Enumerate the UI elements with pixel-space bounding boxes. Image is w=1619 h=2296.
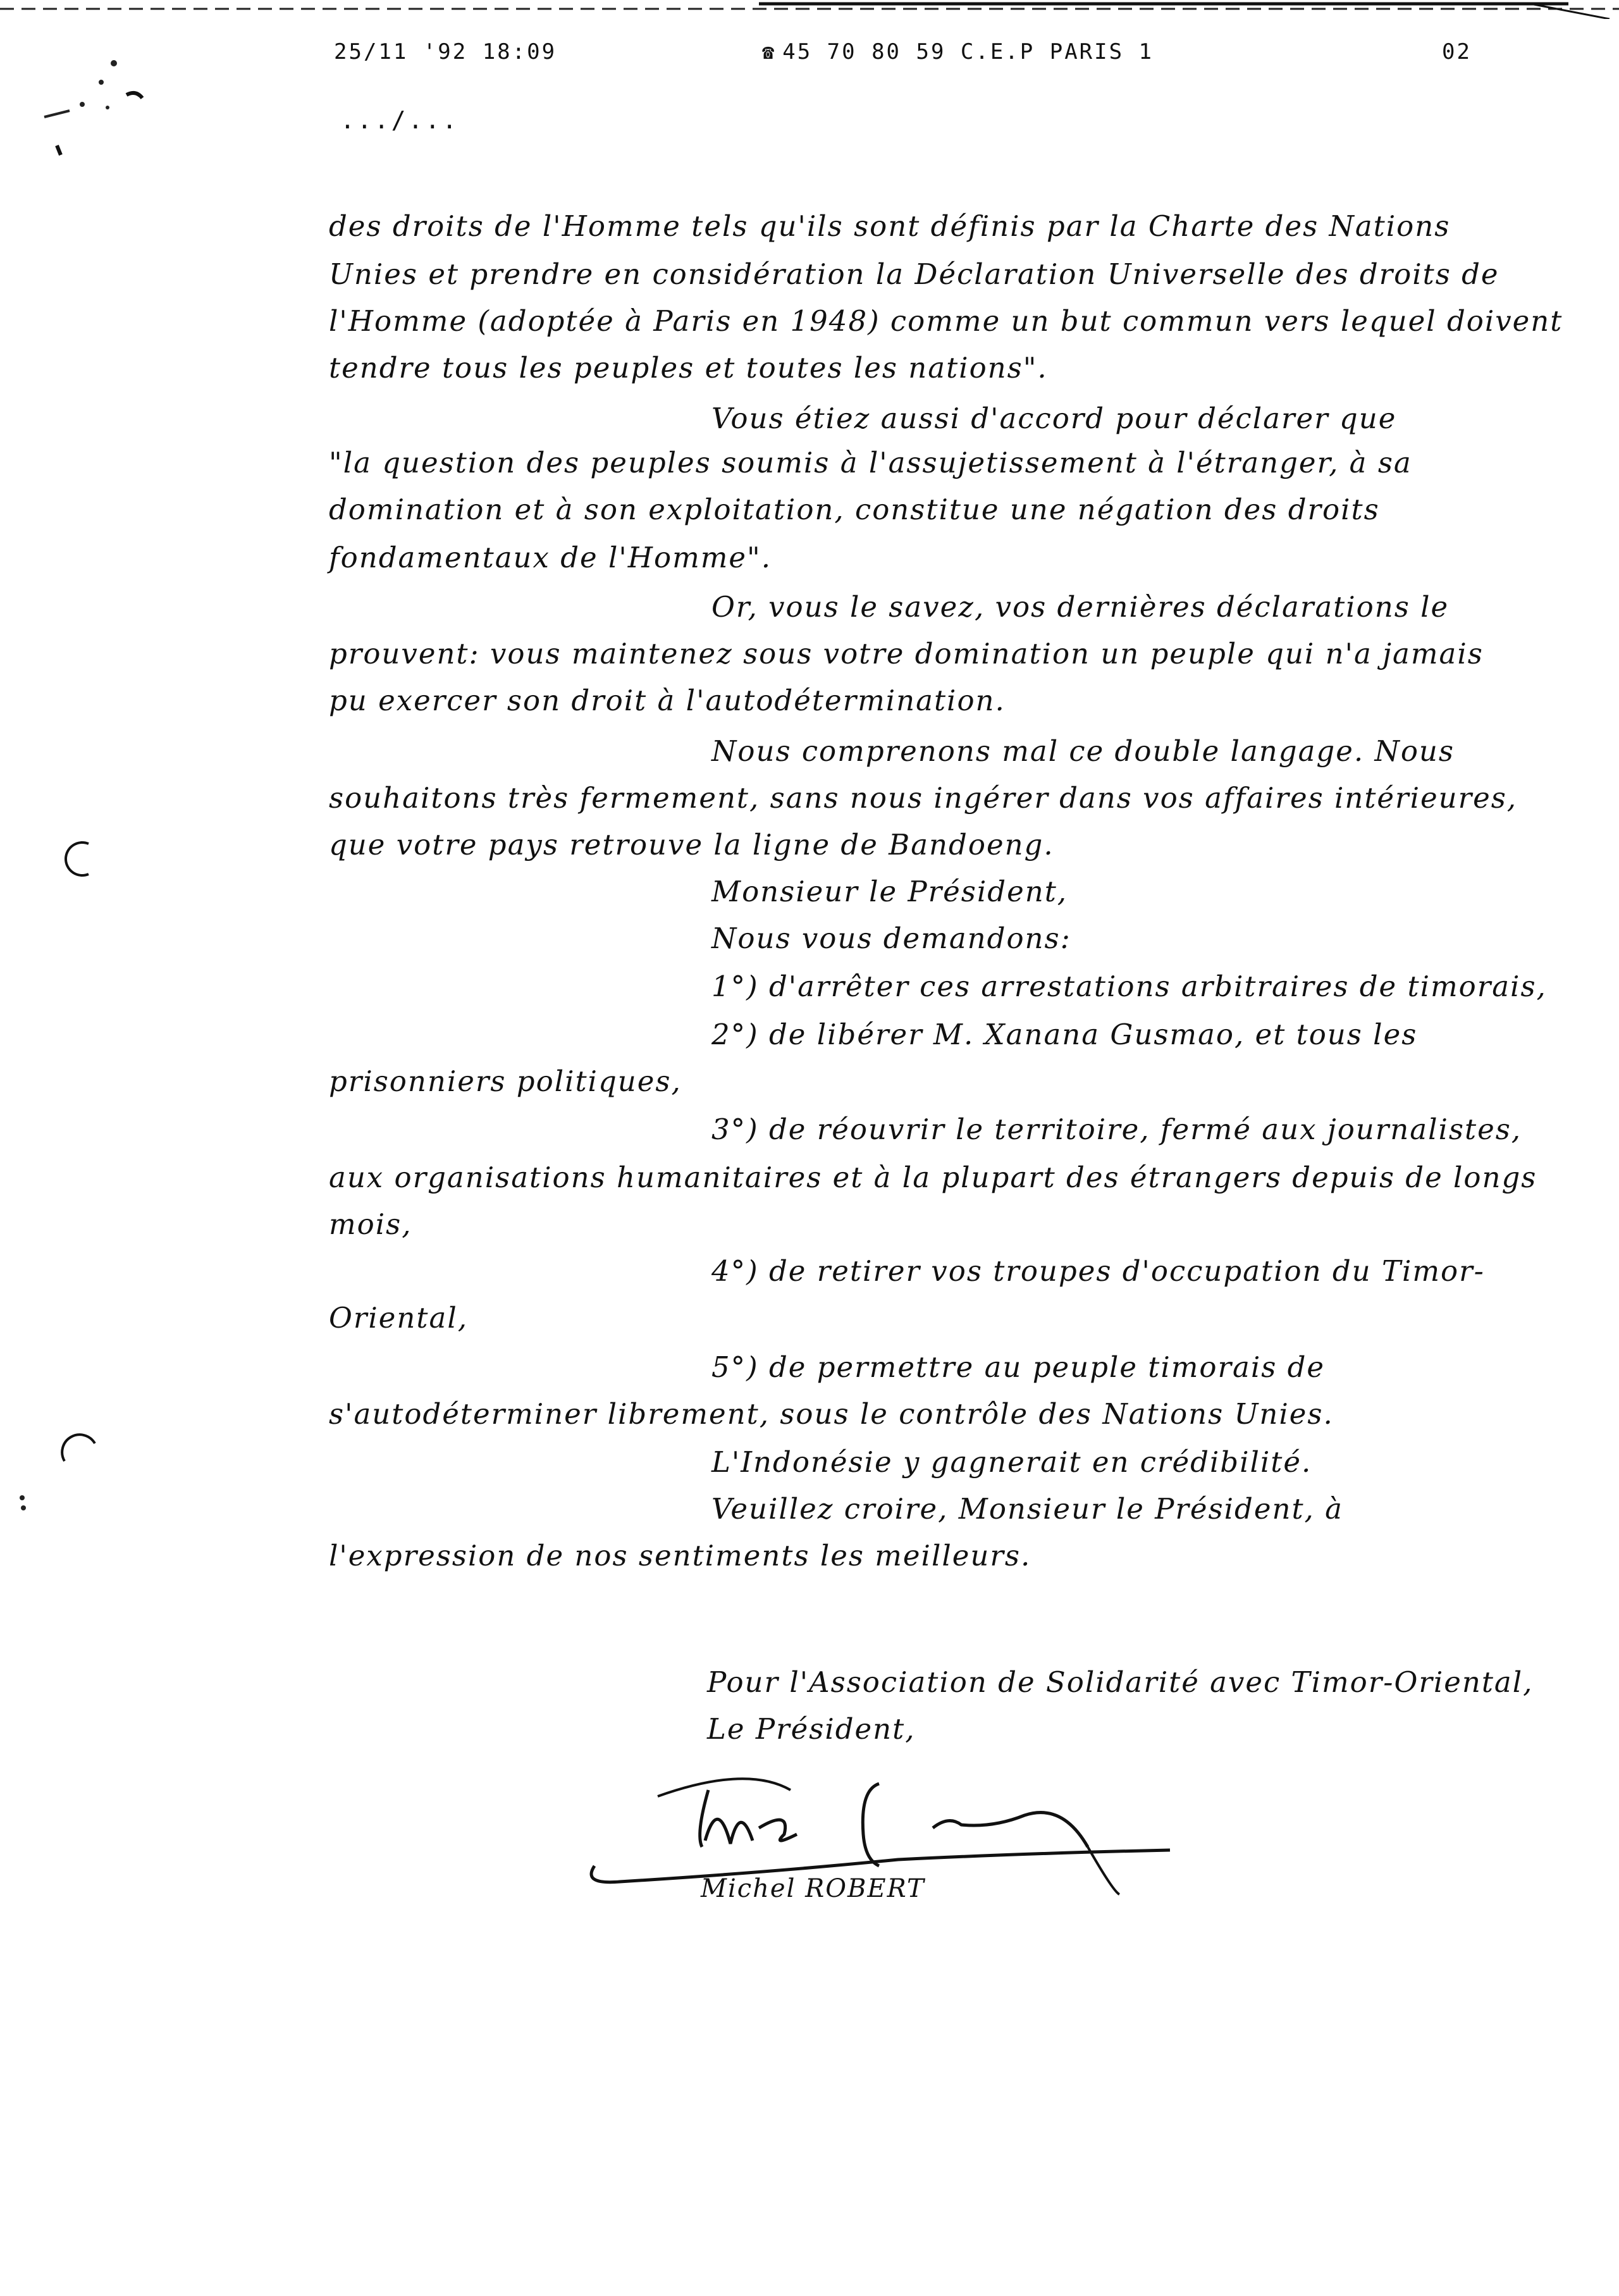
body-line: aux organisations humanitaires et à la plupart des étrangers depuis de longs	[329, 1161, 1537, 1194]
body-line: que votre pays retrouve la ligne de Bandoeng.	[329, 828, 1054, 861]
margin-specks	[32, 44, 158, 171]
signer-name: Michel ROBERT	[701, 1874, 925, 1903]
body-line: prisonniers politiques,	[329, 1065, 682, 1098]
body-line: Nous comprenons mal ce double langage. Nous	[711, 734, 1455, 768]
body-line: Unies et prendre en considération la Déclaration Universelle des droits de	[329, 257, 1499, 291]
body-line: 4°) de retirer vos troupes d'occupation du Timor-	[711, 1254, 1485, 1288]
body-line: fondamentaux de l'Homme".	[329, 541, 772, 574]
body-line: pu exercer son droit à l'autodétermination.	[329, 684, 1006, 717]
phone-icon: ☎	[762, 40, 777, 64]
body-line: 3°) de réouvrir le territoire, fermé aux journalistes,	[711, 1113, 1522, 1146]
hole-punch-bottom	[51, 1429, 101, 1480]
fax-date-time: 25/11 '92 18:09	[334, 39, 557, 65]
body-line: Or, vous le savez, vos dernières déclarations le	[711, 590, 1450, 624]
margin-dot	[9, 1486, 35, 1524]
closing-title: Le Président,	[707, 1712, 916, 1746]
body-line: Veuillez croire, Monsieur le Président, à	[711, 1492, 1343, 1526]
body-line: des droits de l'Homme tels qu'ils sont définis par la Charte des Nations	[329, 209, 1451, 243]
fax-phone-text: 45 70 80 59 C.E.P PARIS 1	[782, 39, 1154, 65]
body-line: 1°) d'arrêter ces arrestations arbitraires de timorais,	[711, 970, 1547, 1003]
body-line: Oriental,	[329, 1301, 469, 1335]
body-line: domination et à son exploitation, constitue une négation des droits	[329, 493, 1380, 526]
body-line: prouvent: vous maintenez sous votre domination un peuple qui n'a jamais	[329, 637, 1484, 670]
body-line: souhaitons très fermement, sans nous ingérer dans vos affaires intérieures,	[329, 781, 1518, 815]
hole-punch-top	[51, 835, 101, 886]
body-line: Monsieur le Président,	[711, 875, 1068, 908]
body-line: L'Indonésie y gagnerait en crédibilité.	[711, 1445, 1312, 1479]
body-line: 2°) de libérer M. Xanana Gusmao, et tous les	[711, 1018, 1418, 1051]
body-line: "la question des peuples soumis à l'assujetissement à l'étranger, à sa	[329, 446, 1412, 479]
body-line: s'autodéterminer librement, sous le contrôle des Nations Unies.	[329, 1397, 1334, 1431]
body-line: mois,	[329, 1207, 412, 1241]
continuation-mark: .../...	[340, 106, 460, 134]
body-line: Nous vous demandons:	[711, 922, 1071, 955]
body-line: l'expression de nos sentiments les meilleurs.	[329, 1539, 1031, 1572]
fax-page-number: 02	[1442, 39, 1472, 65]
body-line: l'Homme (adoptée à Paris en 1948) comme un but commun vers lequel doivent	[329, 304, 1563, 338]
body-line: 5°) de permettre au peuple timorais de	[711, 1350, 1326, 1384]
body-line: Vous étiez aussi d'accord pour déclarer que	[711, 402, 1397, 435]
body-line: tendre tous les peuples et toutes les nations".	[329, 351, 1048, 385]
fax-phone-line	[762, 39, 1154, 71]
fax-top-border	[0, 0, 1619, 19]
closing-association: Pour l'Association de Solidarité avec Timor-Oriental,	[707, 1665, 1534, 1699]
